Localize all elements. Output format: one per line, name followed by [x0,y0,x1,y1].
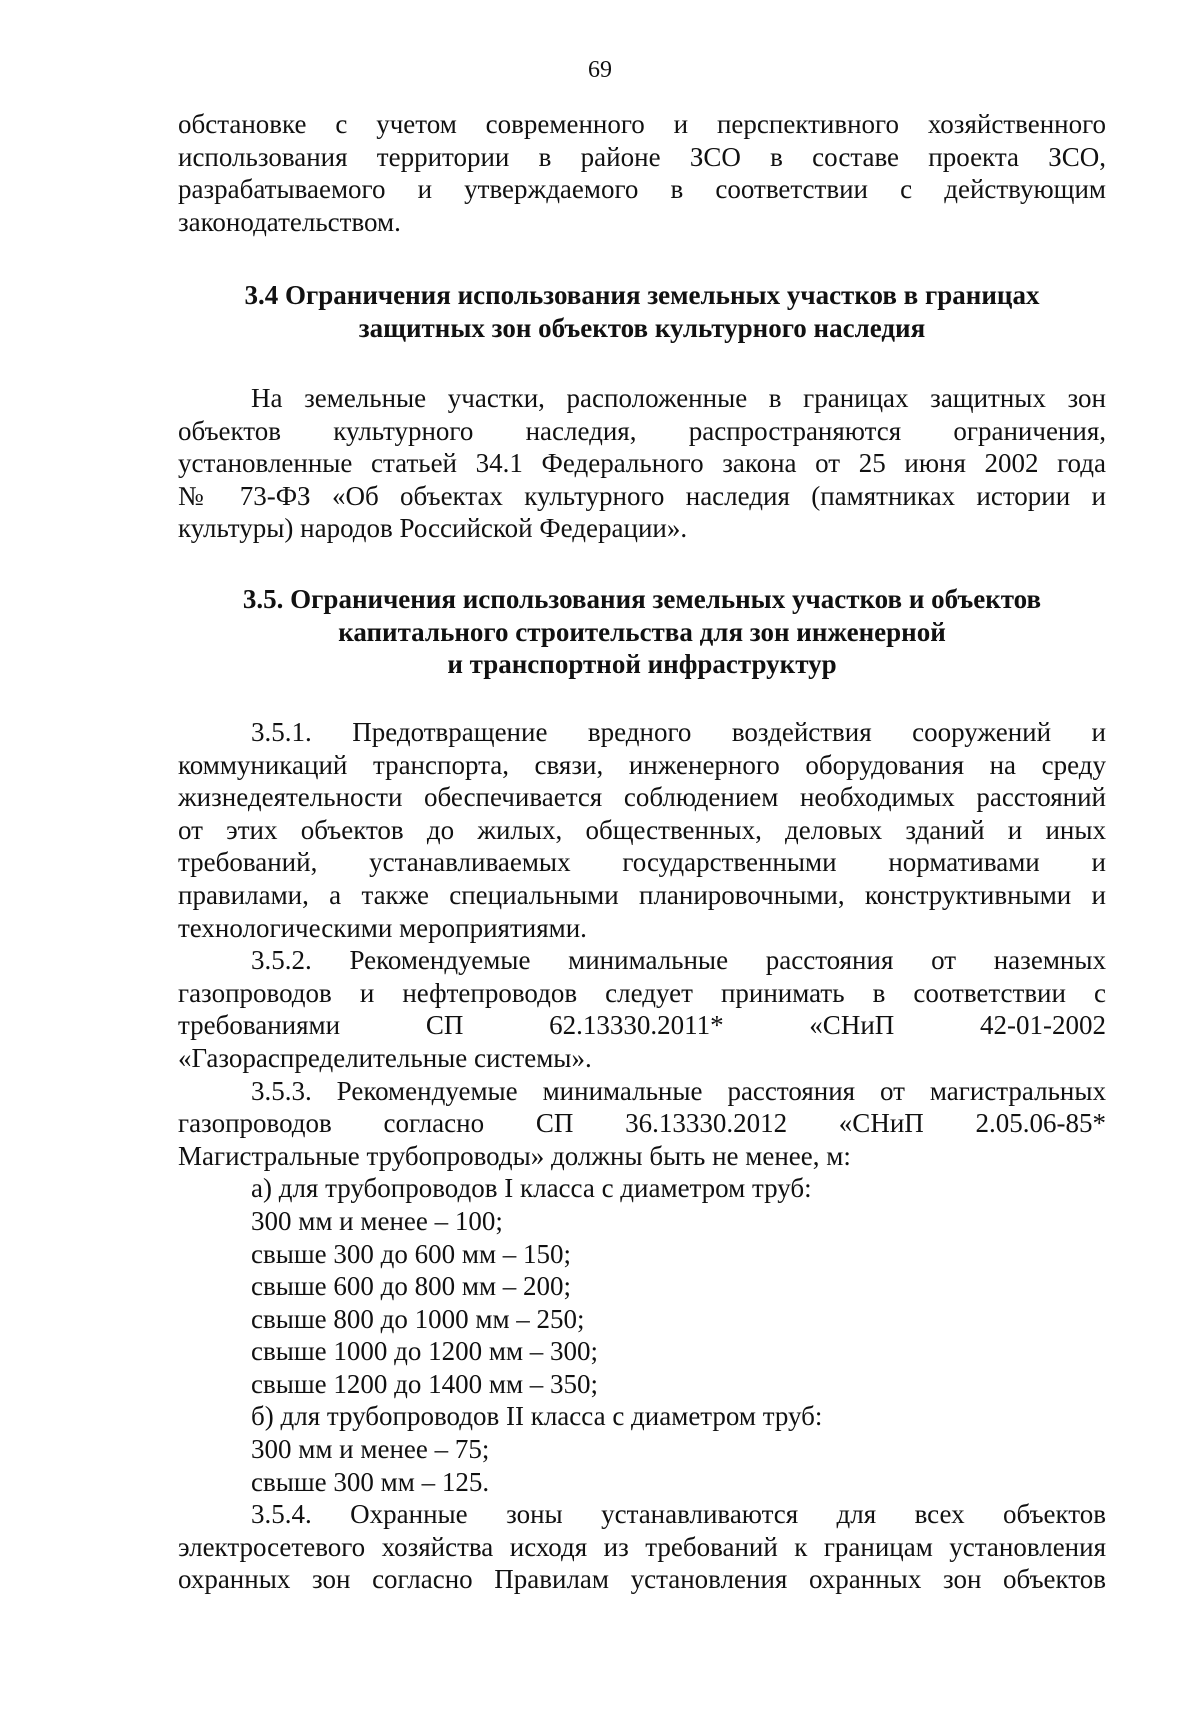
text-line: коммуникаций транспорта, связи, инженерного оборудования на среду [178,749,1106,780]
heading-line: защитных зон объектов культурного наследия [358,312,926,343]
text-line: правилами, а также специальными планировочными, конструктивными и [178,879,1106,910]
text-line: разрабатываемого и утверждаемого в соответствии с действующим [178,174,1106,205]
heading-line: капитального строительства для зон инженерной [338,616,946,647]
list-item: свыше 600 до 800 мм – 200; [251,1271,572,1302]
text-line: 3.5.2. Рекомендуемые минимальные расстояния от наземных [251,945,1106,976]
list-item: свыше 1200 до 1400 мм – 350; [251,1368,599,1399]
text-line: объектов культурного наследия, распространяются ограничения, [178,415,1106,446]
text-line: 3.5.3. Рекомендуемые минимальные расстояния от магистральных [251,1075,1106,1106]
page-number: 69 [588,57,612,83]
text-line: использования территории в районе ЗСО в составе проекта ЗСО, [178,141,1106,172]
list-item: а) для трубопроводов I класса с диаметром труб: [251,1173,812,1204]
text-line: жизнедеятельности обеспечивается соблюдением необходимых расстояний [178,782,1106,813]
list-item: свыше 300 до 600 мм – 150; [251,1238,572,1269]
text-line: На земельные участки, расположенные в границах защитных зон [251,383,1106,413]
text-line: обстановке с учетом современного и перспективного хозяйственного [178,109,1106,139]
list-item: свыше 300 мм – 125. [251,1466,490,1497]
text-line: газопроводов и нефтепроводов следует принимать в соответствии с [178,977,1106,1008]
section-3-4-heading [178,279,1106,344]
text-line: требований, устанавливаемых государственными нормативами и [178,847,1106,878]
section-3-4-paragraph [178,382,1106,545]
text-line: требованиями СП 62.13330.2011* «СНиП 42-01-2002 [178,1010,1106,1041]
section-3-5-body [178,716,1106,1596]
text-line: 3.5.4. Охранные зоны устанавливаются для всех объектов [251,1499,1106,1530]
text-line: охранных зон согласно Правилам установления охранных зон объектов [178,1564,1106,1595]
text-line: культуры) народов Российской Федерации». [178,513,688,544]
heading-line: и транспортной инфраструктур [447,649,837,680]
text-line: технологическими мероприятиями. [178,912,587,943]
intro-paragraph [178,108,1106,238]
text-line: № 73-ФЗ «Об объектах культурного наследия (памятниках истории и [178,480,1106,511]
section-3-5-heading [178,583,1106,681]
text-line: «Газораспределительные системы». [178,1042,592,1073]
heading-line: 3.4 Ограничения использования земельных участков в границах [244,280,1040,310]
text-line: законодательством. [178,206,401,237]
list-item: свыше 1000 до 1200 мм – 300; [251,1336,599,1367]
text-line: 3.5.1. Предотвращение вредного воздействия сооружений и [251,717,1106,747]
text-line: Магистральные трубопроводы» должны быть не менее, м: [178,1140,851,1171]
list-item: 300 мм и менее – 75; [251,1434,490,1465]
list-item: б) для трубопроводов II класса с диаметром труб: [251,1401,823,1432]
list-item: 300 мм и менее – 100; [251,1205,503,1236]
heading-line: 3.5. Ограничения использования земельных участков и объектов [242,584,1042,614]
text-line: от этих объектов до жилых, общественных, деловых зданий и иных [178,814,1106,845]
text-line: электросетевого хозяйства исходя из требований к границам установления [178,1531,1106,1562]
text-line: установленные статьей 34.1 Федерального закона от 25 июня 2002 года [178,448,1106,479]
list-item: свыше 800 до 1000 мм – 250; [251,1303,585,1334]
text-line: газопроводов согласно СП 36.13330.2012 «СНиП 2.05.06-85* [178,1108,1106,1139]
